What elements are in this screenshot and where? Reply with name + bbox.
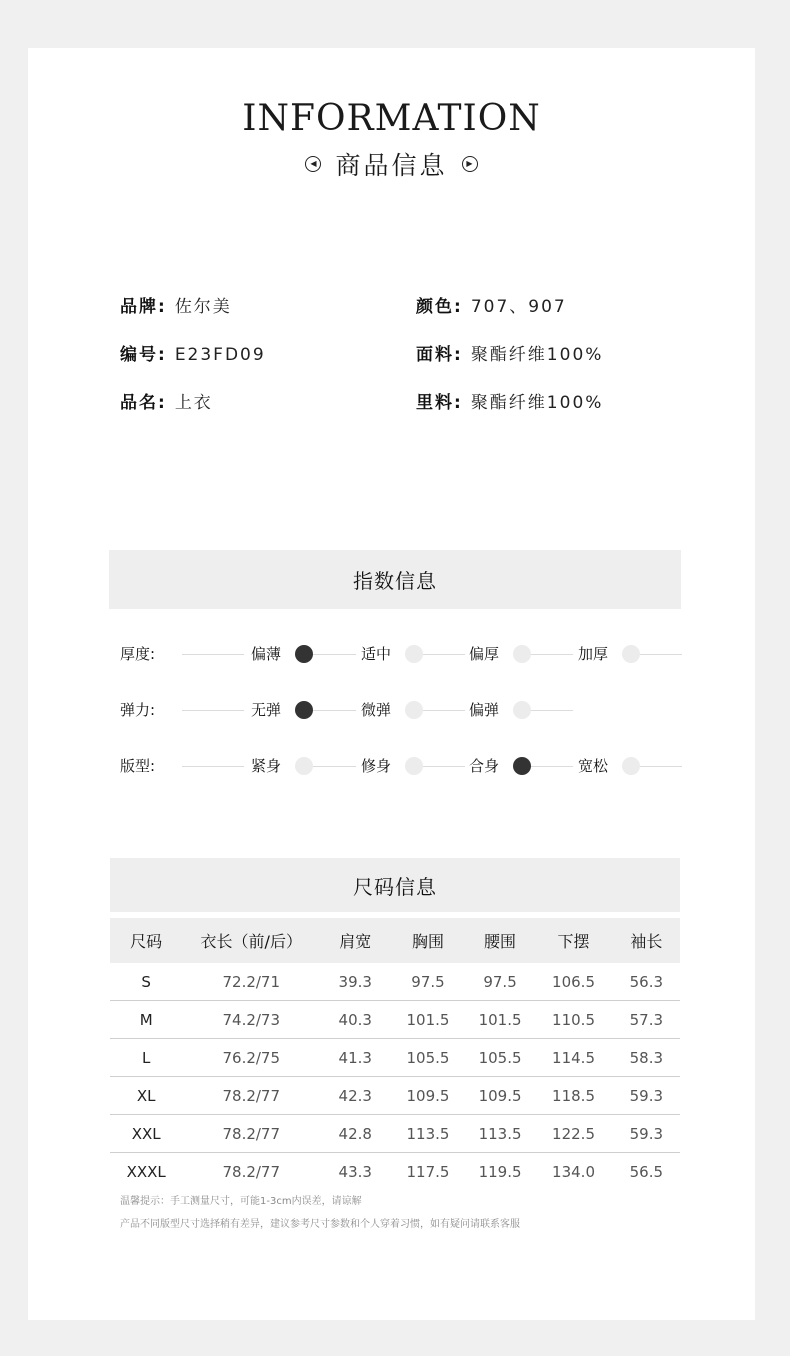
index-dot — [405, 645, 423, 663]
index-option: 加厚 — [578, 645, 609, 663]
measure-cell: 110.5 — [534, 1001, 612, 1039]
info-key: 面料: — [416, 345, 463, 365]
index-dot — [622, 757, 640, 775]
measure-cell: 39.3 — [320, 963, 390, 1001]
info-fabric — [416, 340, 603, 365]
measure-cell: 101.5 — [390, 1001, 465, 1039]
info-row — [120, 388, 680, 436]
measure-cell: 40.3 — [320, 1001, 390, 1039]
measure-cell: 106.5 — [534, 963, 612, 1001]
basic-info — [120, 292, 680, 436]
size-cell: M — [110, 1001, 182, 1039]
size-cell: XXL — [110, 1115, 182, 1153]
index-dot — [513, 645, 531, 663]
measure-cell: 101.5 — [466, 1001, 535, 1039]
measure-cell: 109.5 — [466, 1077, 535, 1115]
scale-line — [531, 766, 573, 767]
scale-line — [313, 710, 356, 711]
measure-cell: 134.0 — [552, 1162, 595, 1181]
measure-cell: 97.5 — [466, 963, 535, 1001]
info-key: 编号: — [120, 345, 167, 365]
size-table-header — [110, 918, 680, 963]
size-table — [110, 918, 680, 1190]
measure-cell: 76.2/75 — [182, 1039, 320, 1077]
title-cn: 商品信息 — [335, 151, 448, 180]
measure-cell: 72.2/71 — [182, 963, 320, 1001]
measure-cell: 105.5 — [466, 1039, 535, 1077]
size-section-title: 尺码信息 — [110, 858, 680, 912]
scale-line — [182, 710, 244, 711]
size-cell: XXXL — [126, 1162, 166, 1181]
index-dot — [513, 701, 531, 719]
index-row-fit — [120, 756, 695, 812]
column-header: 胸围 — [390, 918, 465, 963]
index-dot — [295, 645, 313, 663]
measure-cell: 118.5 — [534, 1077, 612, 1115]
measure-cell: 114.5 — [534, 1039, 612, 1077]
circle-right-arrow-icon: ▶ — [462, 156, 478, 172]
info-row — [120, 292, 680, 340]
measure-cell: 43.3 — [338, 1162, 372, 1181]
info-value: E23FD09 — [174, 345, 266, 365]
scale-line — [423, 766, 465, 767]
index-option: 偏薄 — [251, 645, 282, 663]
measure-cell: 117.5 — [406, 1162, 450, 1181]
scale-line — [531, 710, 573, 711]
scale-line — [423, 654, 465, 655]
index-option: 偏厚 — [469, 645, 500, 663]
measure-cell: 113.5 — [390, 1115, 465, 1153]
index-option: 偏弹 — [469, 701, 500, 719]
index-option: 修身 — [361, 757, 392, 775]
index-label: 厚度: — [120, 645, 156, 663]
measure-cell: 78.2/77 — [182, 1077, 320, 1115]
index-option: 宽松 — [578, 757, 609, 775]
index-label: 弹力: — [120, 701, 156, 719]
scale-line — [182, 766, 244, 767]
info-value: 佐尔美 — [174, 297, 232, 317]
column-header: 衣长（前/后） — [182, 918, 320, 963]
info-brand — [120, 292, 232, 317]
scale-line — [640, 654, 682, 655]
scale-line — [313, 654, 356, 655]
measure-cell: 42.8 — [320, 1115, 390, 1153]
measure-cell: 109.5 — [390, 1077, 465, 1115]
index-label: 版型: — [120, 757, 156, 775]
measure-cell: 78.2/77 — [182, 1115, 320, 1153]
measure-cell: 58.3 — [613, 1039, 680, 1077]
measure-cell: 56.5 — [629, 1162, 664, 1181]
column-header: 腰围 — [466, 918, 535, 963]
info-name — [120, 388, 213, 413]
size-table-body — [110, 963, 680, 1190]
scale-line — [531, 654, 573, 655]
scale-line — [640, 766, 682, 767]
index-row-elasticity — [120, 700, 695, 756]
measure-cell: 74.2/73 — [182, 1001, 320, 1039]
table-row — [110, 1001, 680, 1039]
index-option: 微弹 — [361, 701, 392, 719]
info-row — [120, 340, 680, 388]
measure-cell: 56.3 — [613, 963, 680, 1001]
index-option: 合身 — [469, 757, 500, 775]
index-dot — [295, 757, 313, 775]
info-value: 上衣 — [174, 393, 213, 413]
table-row — [110, 1077, 680, 1115]
table-row — [110, 1153, 680, 1191]
measure-cell: 42.3 — [320, 1077, 390, 1115]
index-dot — [513, 757, 531, 775]
scale-line — [313, 766, 356, 767]
index-dot — [405, 701, 423, 719]
info-key: 品名: — [120, 393, 167, 413]
info-value: 707、907 — [470, 297, 567, 317]
table-row — [110, 1039, 680, 1077]
measure-cell: 119.5 — [478, 1162, 522, 1181]
table-row — [110, 963, 680, 1001]
index-dot — [405, 757, 423, 775]
measure-cell: 57.3 — [613, 1001, 680, 1039]
size-note: 温馨提示：手工测量尺寸，可能1-3cm内误差，请谅解 — [120, 1196, 362, 1207]
info-code — [120, 340, 266, 365]
column-header: 肩宽 — [320, 918, 390, 963]
column-header: 尺码 — [110, 918, 182, 963]
index-option: 紧身 — [251, 757, 282, 775]
scale-line — [182, 654, 244, 655]
measure-cell: 41.3 — [320, 1039, 390, 1077]
index-scales — [120, 644, 695, 812]
index-dot — [622, 645, 640, 663]
title-cn-row — [28, 146, 755, 182]
size-cell: XL — [110, 1077, 182, 1115]
info-value: 聚酯纤维100% — [470, 345, 604, 365]
column-header: 袖长 — [613, 918, 680, 963]
measure-cell: 59.3 — [613, 1077, 680, 1115]
info-key: 颜色: — [416, 297, 463, 317]
title-en: INFORMATION — [242, 98, 541, 139]
info-color — [416, 292, 567, 317]
index-row-thickness — [120, 644, 695, 700]
size-cell: S — [110, 963, 182, 1001]
info-lining — [416, 388, 603, 413]
circle-left-arrow-icon: ◀ — [305, 156, 321, 172]
measure-cell: 97.5 — [390, 963, 465, 1001]
fit-note: 产品不同版型尺寸选择稍有差异，建议参考尺寸参数和个人穿着习惯，如有疑问请联系客服 — [120, 1219, 520, 1230]
measure-cell: 59.3 — [613, 1115, 680, 1153]
measure-cell: 113.5 — [466, 1115, 535, 1153]
info-key: 品牌: — [120, 297, 167, 317]
scale-line — [423, 710, 465, 711]
column-header: 下摆 — [534, 918, 612, 963]
info-card — [28, 48, 755, 1320]
table-row — [110, 1115, 680, 1153]
index-option: 无弹 — [251, 701, 282, 719]
index-dot — [295, 701, 313, 719]
measure-cell: 122.5 — [534, 1115, 612, 1153]
index-option: 适中 — [361, 645, 392, 663]
measure-cell: 105.5 — [390, 1039, 465, 1077]
info-key: 里料: — [416, 393, 463, 413]
measure-cell: 78.2/77 — [222, 1162, 281, 1181]
index-section-title: 指数信息 — [109, 550, 681, 609]
info-value: 聚酯纤维100% — [470, 393, 604, 413]
size-cell: L — [110, 1039, 182, 1077]
